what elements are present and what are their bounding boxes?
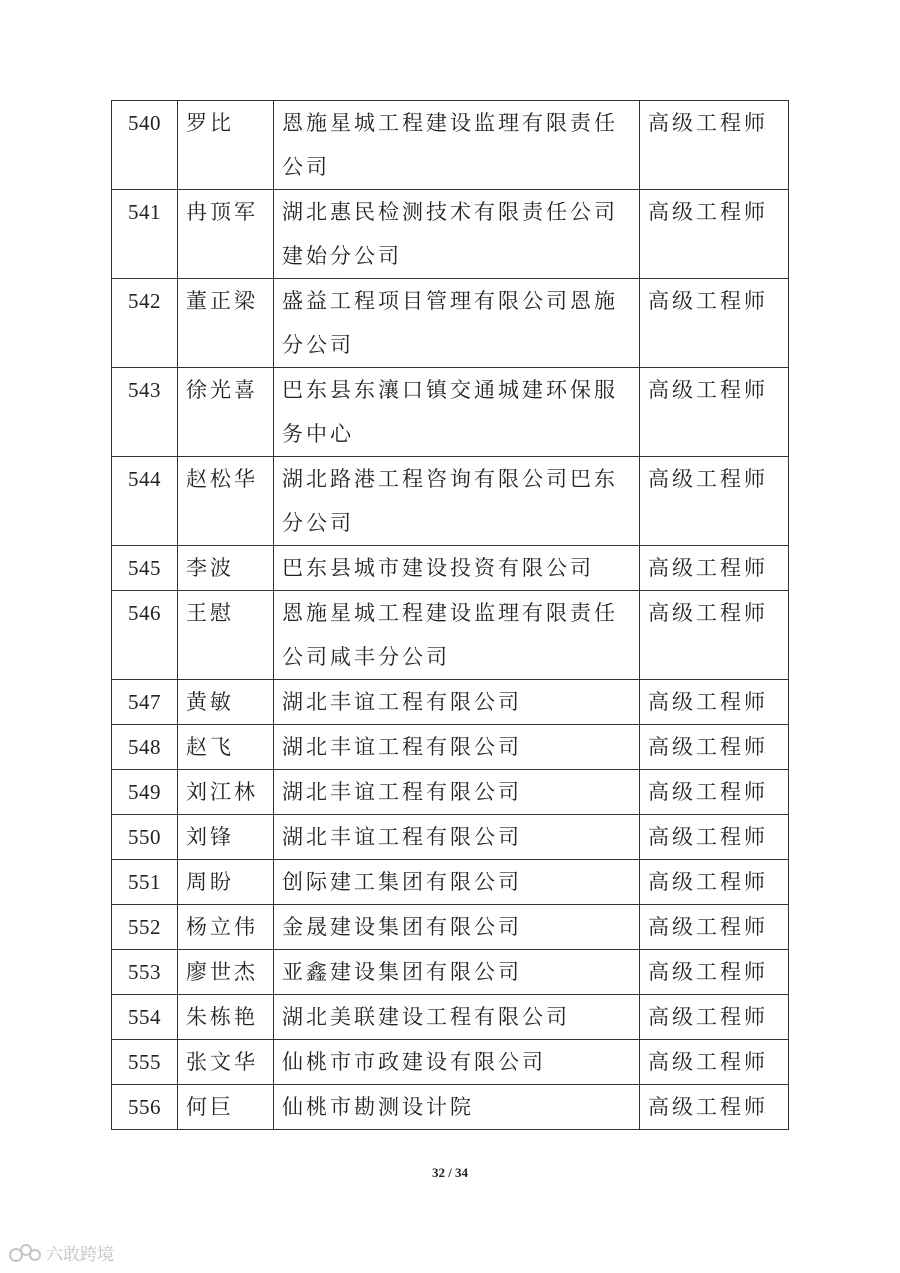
professional-title: 高级工程师 xyxy=(640,279,789,368)
person-name: 刘锋 xyxy=(178,815,274,860)
organization: 亚鑫建设集团有限公司 xyxy=(274,950,640,995)
personnel-table xyxy=(111,100,789,1130)
organization: 金晟建设集团有限公司 xyxy=(274,905,640,950)
organization: 湖北丰谊工程有限公司 xyxy=(274,815,640,860)
person-name: 李波 xyxy=(178,546,274,591)
table-row xyxy=(112,680,789,725)
organization: 湖北惠民检测技术有限责任公司建始分公司 xyxy=(274,190,640,279)
organization: 盛益工程项目管理有限公司恩施分公司 xyxy=(274,279,640,368)
table-row xyxy=(112,190,789,279)
watermark-text: 六敢跨境 xyxy=(46,1245,114,1265)
table-row xyxy=(112,770,789,815)
professional-title: 高级工程师 xyxy=(640,950,789,995)
organization: 创际建工集团有限公司 xyxy=(274,860,640,905)
organization: 恩施星城工程建设监理有限责任公司 xyxy=(274,101,640,190)
table-row xyxy=(112,1040,789,1085)
page-number: 32 / 34 xyxy=(431,1165,469,1180)
table-row xyxy=(112,905,789,950)
table-row xyxy=(112,1085,789,1130)
organization: 湖北丰谊工程有限公司 xyxy=(274,680,640,725)
row-number: 547 xyxy=(112,680,178,725)
person-name: 冉顶军 xyxy=(178,190,274,279)
watermark-logo-icon xyxy=(8,1243,42,1263)
professional-title: 高级工程师 xyxy=(640,591,789,680)
organization: 恩施星城工程建设监理有限责任公司咸丰分公司 xyxy=(274,591,640,680)
person-name: 徐光喜 xyxy=(178,368,274,457)
table-row xyxy=(112,815,789,860)
organization: 湖北美联建设工程有限公司 xyxy=(274,995,640,1040)
person-name: 赵松华 xyxy=(178,457,274,546)
row-number: 550 xyxy=(112,815,178,860)
professional-title: 高级工程师 xyxy=(640,1040,789,1085)
watermark xyxy=(8,1240,114,1265)
row-number: 544 xyxy=(112,457,178,546)
row-number: 541 xyxy=(112,190,178,279)
row-number: 549 xyxy=(112,770,178,815)
person-name: 廖世杰 xyxy=(178,950,274,995)
table-row xyxy=(112,995,789,1040)
professional-title: 高级工程师 xyxy=(640,860,789,905)
organization: 仙桃市市政建设有限公司 xyxy=(274,1040,640,1085)
organization: 巴东县东瀼口镇交通城建环保服务中心 xyxy=(274,368,640,457)
row-number: 552 xyxy=(112,905,178,950)
person-name: 周盼 xyxy=(178,860,274,905)
professional-title: 高级工程师 xyxy=(640,546,789,591)
organization: 湖北路港工程咨询有限公司巴东分公司 xyxy=(274,457,640,546)
person-name: 赵飞 xyxy=(178,725,274,770)
row-number: 543 xyxy=(112,368,178,457)
table-row xyxy=(112,457,789,546)
person-name: 黄敏 xyxy=(178,680,274,725)
table-row xyxy=(112,101,789,190)
row-number: 548 xyxy=(112,725,178,770)
person-name: 杨立伟 xyxy=(178,905,274,950)
person-name: 罗比 xyxy=(178,101,274,190)
row-number: 545 xyxy=(112,546,178,591)
organization: 湖北丰谊工程有限公司 xyxy=(274,770,640,815)
table-row xyxy=(112,725,789,770)
professional-title: 高级工程师 xyxy=(640,725,789,770)
row-number: 554 xyxy=(112,995,178,1040)
table-row xyxy=(112,368,789,457)
person-name: 朱栋艳 xyxy=(178,995,274,1040)
professional-title: 高级工程师 xyxy=(640,457,789,546)
row-number: 553 xyxy=(112,950,178,995)
person-name: 刘江林 xyxy=(178,770,274,815)
professional-title: 高级工程师 xyxy=(640,1085,789,1130)
organization: 湖北丰谊工程有限公司 xyxy=(274,725,640,770)
row-number: 551 xyxy=(112,860,178,905)
table-row xyxy=(112,279,789,368)
row-number: 556 xyxy=(112,1085,178,1130)
table-row xyxy=(112,591,789,680)
person-name: 王慰 xyxy=(178,591,274,680)
professional-title: 高级工程师 xyxy=(640,995,789,1040)
person-name: 董正梁 xyxy=(178,279,274,368)
organization: 巴东县城市建设投资有限公司 xyxy=(274,546,640,591)
row-number: 542 xyxy=(112,279,178,368)
table-row xyxy=(112,950,789,995)
professional-title: 高级工程师 xyxy=(640,770,789,815)
professional-title: 高级工程师 xyxy=(640,190,789,279)
row-number: 546 xyxy=(112,591,178,680)
professional-title: 高级工程师 xyxy=(640,101,789,190)
table-row xyxy=(112,546,789,591)
organization: 仙桃市勘测设计院 xyxy=(274,1085,640,1130)
row-number: 555 xyxy=(112,1040,178,1085)
table-row xyxy=(112,860,789,905)
professional-title: 高级工程师 xyxy=(640,905,789,950)
professional-title: 高级工程师 xyxy=(640,815,789,860)
row-number: 540 xyxy=(112,101,178,190)
professional-title: 高级工程师 xyxy=(640,680,789,725)
person-name: 何巨 xyxy=(178,1085,274,1130)
person-name: 张文华 xyxy=(178,1040,274,1085)
professional-title: 高级工程师 xyxy=(640,368,789,457)
